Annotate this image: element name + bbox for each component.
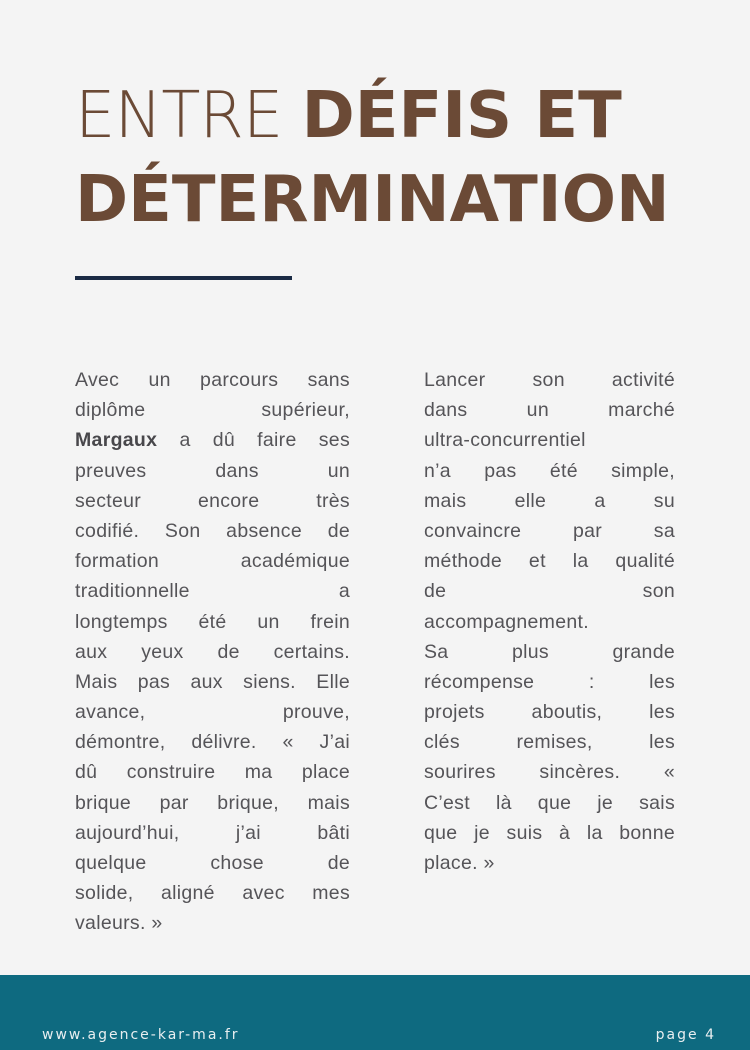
person-name: Margaux	[75, 429, 158, 452]
text-line: que je suis à la bonne	[424, 821, 675, 844]
text-line: aujourd’hui, j’ai bâti	[75, 821, 350, 844]
text-line: solide, aligné avec mes	[75, 882, 350, 905]
text-line: valeurs. »	[75, 912, 163, 935]
text-line: brique par brique, mais	[75, 791, 350, 814]
website-link[interactable]: www.agence-kar-ma.fr	[42, 1027, 240, 1043]
left-text-column	[75, 365, 350, 939]
text-line: récompense : les	[424, 670, 675, 693]
text-line: clés remises, les	[424, 731, 675, 754]
text-fragment: a dû faire ses	[179, 429, 350, 452]
text-line: avance, prouve,	[75, 701, 350, 724]
title-bold-line1: DÉFIS ET	[301, 79, 622, 153]
text-line: diplôme supérieur,	[75, 399, 350, 422]
text-line: ultra-concurrentiel	[424, 429, 586, 452]
text-line: n’a pas été simple,	[424, 459, 675, 482]
text-line: Sa plus grande	[424, 640, 675, 663]
text-line: dans un marché	[424, 399, 675, 422]
text-line: Avec un parcours sans	[75, 369, 350, 391]
text-line: codifié. Son absence de	[75, 519, 350, 542]
text-line: de son	[424, 580, 675, 603]
text-line: mais elle a su	[424, 489, 675, 512]
text-line: accompagnement.	[424, 610, 589, 633]
title-divider	[75, 276, 292, 280]
text-line: C’est là que je sais	[424, 791, 675, 814]
text-line: longtemps été un frein	[75, 610, 350, 633]
text-line: preuves dans un	[75, 459, 350, 482]
footer-bar	[0, 975, 750, 1050]
text-line: Mais pas aux siens. Elle	[75, 670, 350, 693]
text-line: dû construire ma place	[75, 761, 350, 784]
right-text-column	[424, 365, 675, 878]
text-line	[75, 425, 350, 455]
text-line: aux yeux de certains.	[75, 640, 350, 663]
text-line: sourires sincères. «	[424, 761, 675, 784]
title-light-part: ENTRE	[75, 79, 302, 153]
page-number: page 4	[655, 1027, 716, 1043]
text-line: secteur encore très	[75, 489, 350, 512]
text-line: convaincre par sa	[424, 519, 675, 542]
text-line: traditionnelle a	[75, 580, 350, 603]
page-title	[75, 74, 715, 242]
text-line: place. »	[424, 852, 495, 874]
text-line: quelque chose de	[75, 852, 350, 874]
text-line: projets aboutis, les	[424, 701, 675, 724]
text-line: démontre, délivre. « J’ai	[75, 731, 350, 754]
title-bold-line2: DÉTERMINATION	[75, 163, 670, 237]
text-line: méthode et la qualité	[424, 550, 675, 573]
text-line: Lancer son activité	[424, 369, 675, 391]
text-line: formation académique	[75, 550, 350, 573]
